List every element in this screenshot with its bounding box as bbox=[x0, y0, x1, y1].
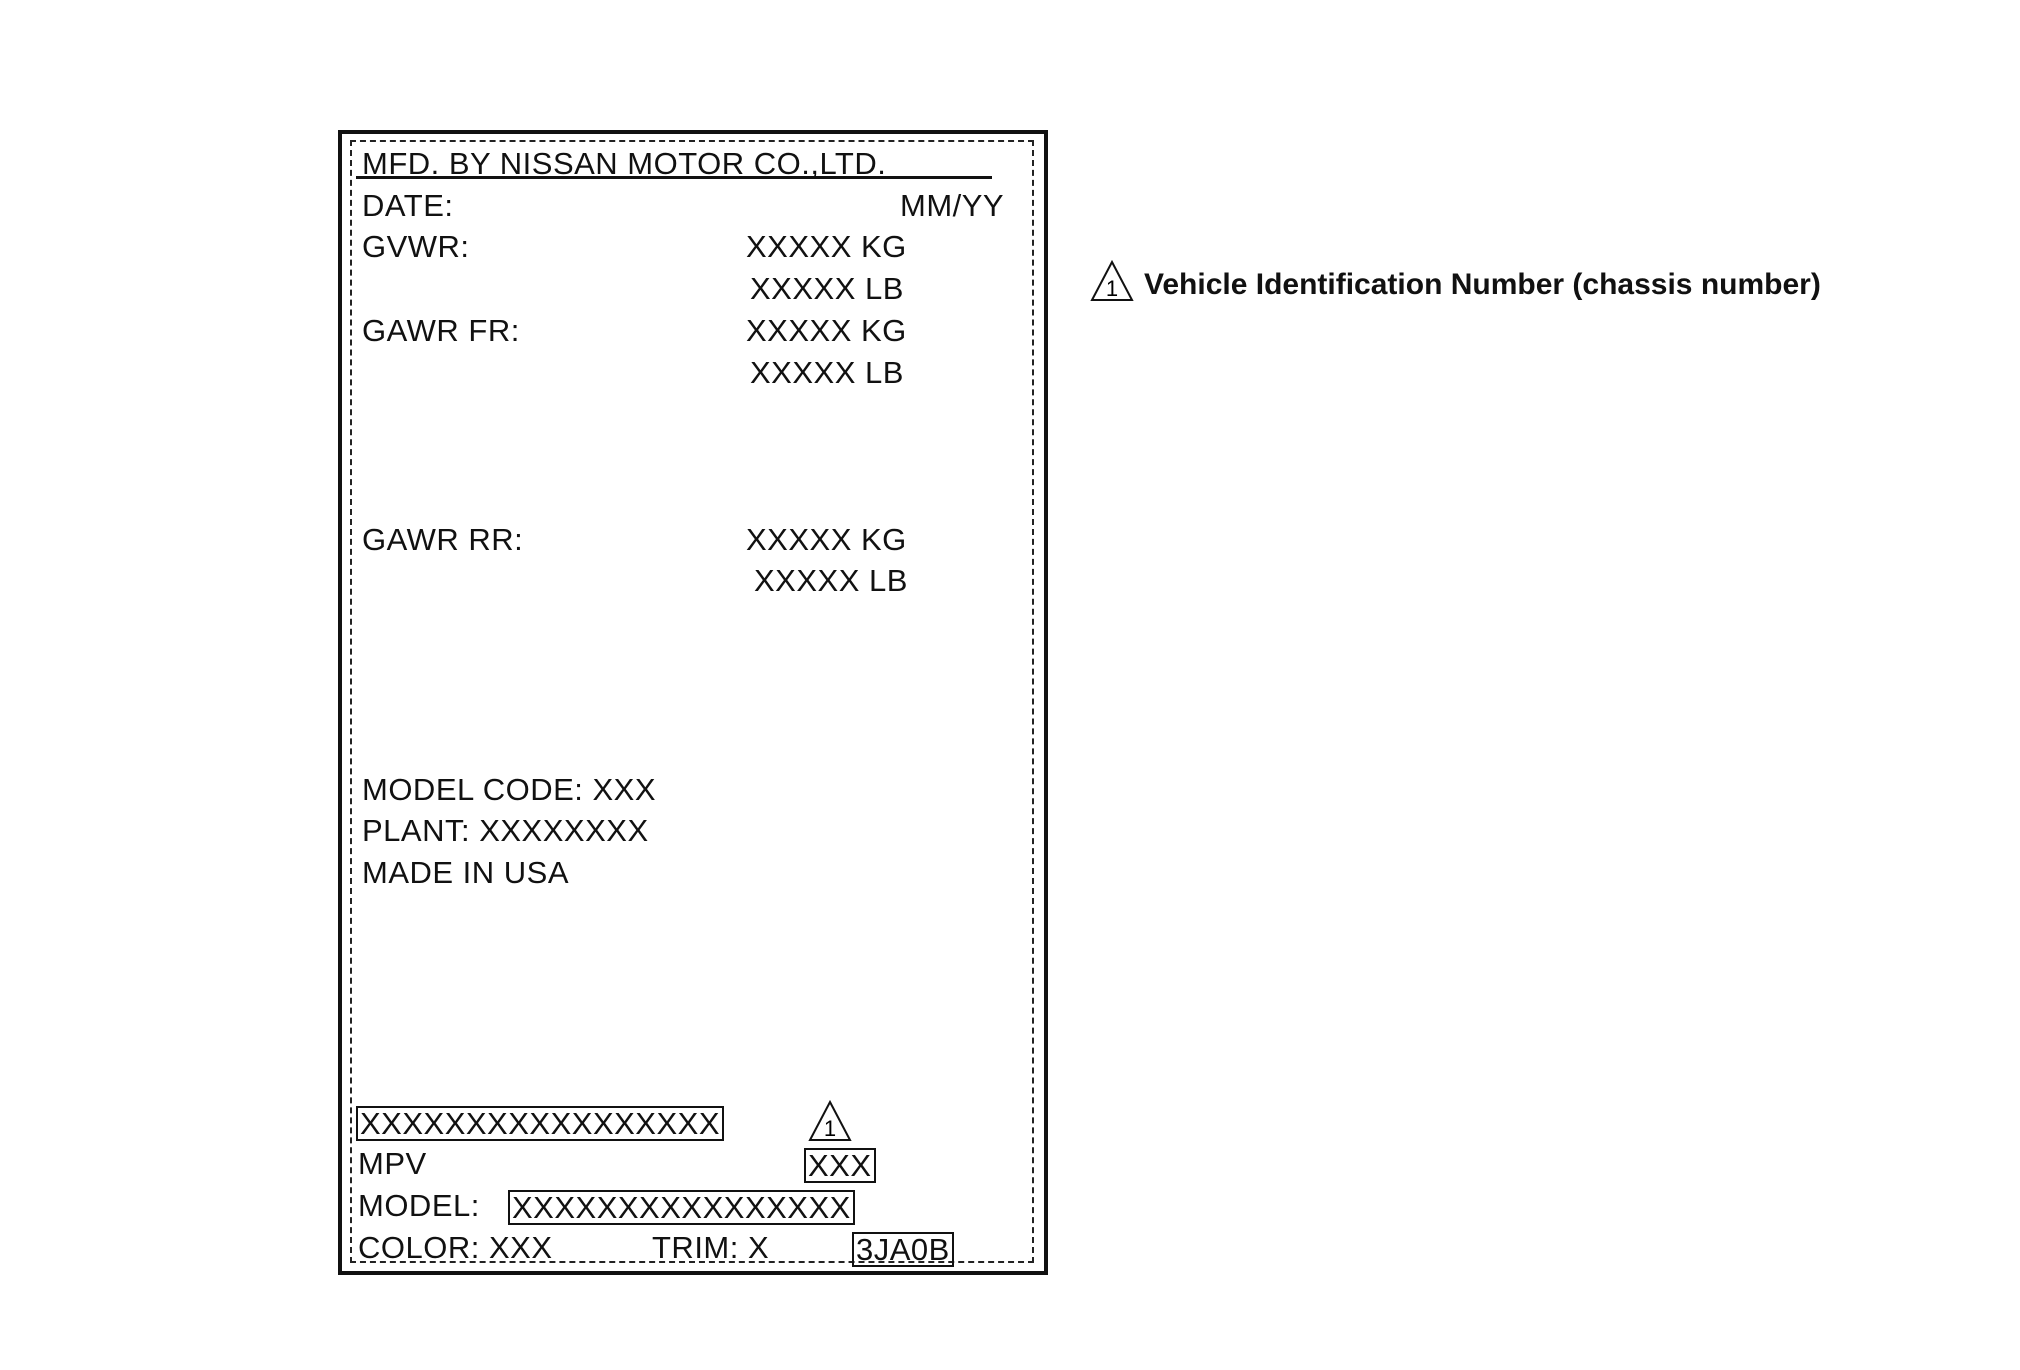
vin-marker-triangle-icon bbox=[808, 1100, 852, 1142]
gvwr-label: GVWR: bbox=[362, 229, 470, 264]
date-value: MM/YY bbox=[900, 188, 1005, 223]
date-label: DATE: bbox=[362, 188, 454, 223]
color-text: COLOR: XXX bbox=[358, 1230, 553, 1265]
legend-marker-number: 1 bbox=[1105, 276, 1119, 301]
legend-text: Vehicle Identification Number (chassis number) bbox=[1144, 268, 1821, 301]
model-label: MODEL: bbox=[358, 1188, 480, 1223]
mpv-text: MPV bbox=[358, 1146, 427, 1181]
plant-text: PLANT: XXXXXXXX bbox=[362, 813, 649, 848]
model-box: XXXXXXXXXXXXXXXX bbox=[508, 1190, 855, 1225]
model-code-text: MODEL CODE: XXX bbox=[362, 772, 657, 807]
gawr-fr-kg: XXXXX KG bbox=[746, 313, 907, 348]
mpv-box: XXX bbox=[804, 1148, 876, 1183]
gawr-rr-label: GAWR RR: bbox=[362, 522, 524, 557]
gawr-fr-label: GAWR FR: bbox=[362, 313, 520, 348]
manufacturer-text: MFD. BY NISSAN MOTOR CO.,LTD. bbox=[362, 146, 887, 181]
trim-text: TRIM: X bbox=[652, 1230, 770, 1265]
vin-marker-number: 1 bbox=[823, 1116, 837, 1141]
label-inner-dashed-border bbox=[350, 140, 1034, 1263]
gawr-rr-lb: XXXXX LB bbox=[754, 563, 908, 598]
gawr-rr-kg: XXXXX KG bbox=[746, 522, 907, 557]
made-in-text: MADE IN USA bbox=[362, 855, 570, 890]
vin-box: XXXXXXXXXXXXXXXXX bbox=[356, 1106, 724, 1141]
gvwr-kg: XXXXX KG bbox=[746, 229, 907, 264]
gvwr-lb: XXXXX LB bbox=[750, 271, 904, 306]
code-box: 3JA0B bbox=[852, 1232, 954, 1267]
gawr-fr-lb: XXXXX LB bbox=[750, 355, 904, 390]
legend-triangle-icon bbox=[1090, 260, 1134, 302]
